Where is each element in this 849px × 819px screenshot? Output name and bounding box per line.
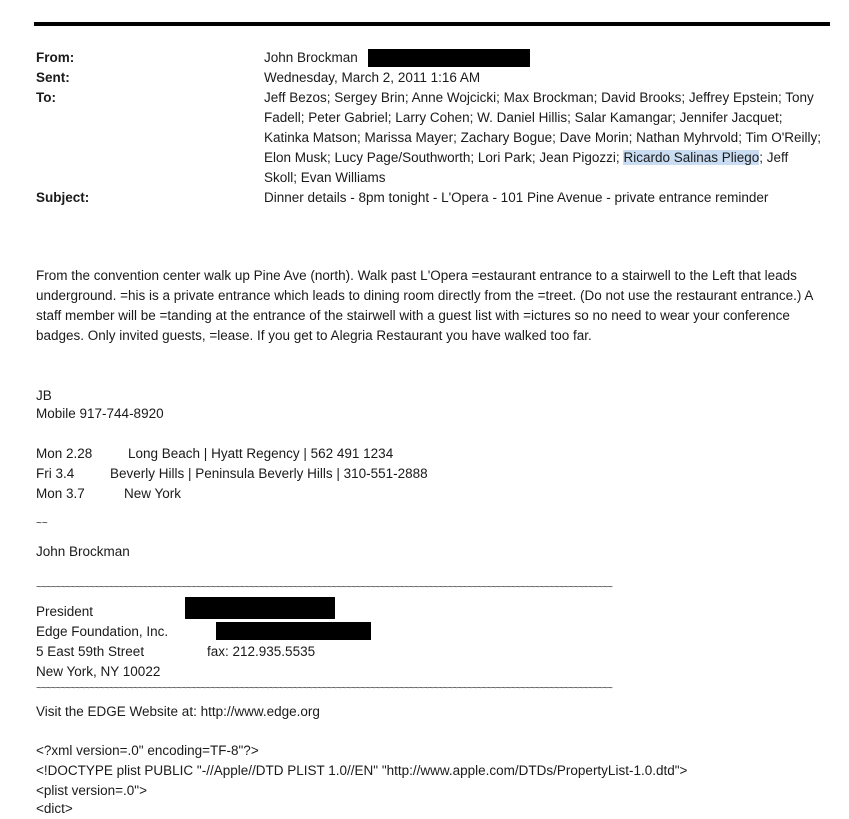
redaction-box [185,597,335,619]
from-label: From: [36,50,75,65]
schedule-day: Mon 3.7 [36,486,85,501]
redaction-box [368,49,530,67]
short-tilde: ~~ [36,518,48,529]
website-line: Visit the EDGE Website at: http://www.edge.org [36,704,320,719]
schedule-detail: Long Beach | Hyatt Regency | 562 491 1234 [128,446,394,461]
schedule-day: Fri 3.4 [36,466,75,481]
recipients-list: Jeff Bezos; Sergey Brin; Anne Wojcicki; Max Brockman; David Brooks; Jeffrey Epstein; Tony Fadell; Peter Gabriel; Larry Cohen; W. Daniel Hillis; Salar Kamangar; Jennifer Jacquet; Katinka Matson; Marissa Mayer; Zachary Bogue; Dave Morin; Nathan Myhrvold; Tim O'Reilly; Elon Musk; Lucy Page/Southworth; Lori Park; Jean Pigozzi; [264,90,822,165]
sender-name: John Brockman [264,50,358,65]
initials: JB [36,388,52,403]
to-value [264,88,824,188]
to-label: To: [36,90,56,105]
sent-label: Sent: [36,70,70,85]
signature-org: Edge Foundation, Inc. [36,624,169,639]
xml-line: <!DOCTYPE plist PUBLIC "-//Apple//DTD PLIST 1.0//EN" "http://www.apple.com/DTDs/PropertyList-1.0.dtd"> [36,763,688,778]
signature-fax: fax: 212.935.5535 [207,644,316,659]
schedule-detail: New York [124,486,182,501]
body-paragraph: From the convention center walk up Pine Ave (north). Walk past L'Opera =estaurant entrance to a stairwell to the Left that leads underground. =his is a private entrance which leads to dining room directly from the =treet. (Do not use the restaurant entrance.) A staff member will be =tanding at the entrance of the stairwell with a guest list with =ictures so no need to wear your conference badges. Only invited guests, =lease. If you get to Alegria Restaurant you have walked too far. [36,268,813,343]
highlighted-recipient: Ricardo Salinas Pliego [623,150,760,165]
sent-value: Wednesday, March 2, 2011 1:16 AM [264,70,481,85]
redaction-box [216,622,371,640]
signature-city: New York, NY 10022 [36,664,161,679]
signature-title: President [36,604,94,619]
from-value [264,48,824,68]
schedule-day: Mon 2.28 [36,446,93,461]
xml-line: <dict> [36,801,73,816]
signature-name: John Brockman [36,544,130,559]
recipients-list-end: ; Jeff Skoll; Evan Williams [264,150,789,185]
subject-label: Subject: [36,190,90,205]
schedule-detail: Beverly Hills | Peninsula Beverly Hills | 310-551-2888 [110,466,428,481]
xml-line: <?xml version=.0" encoding=TF-8"?> [36,743,259,758]
xml-line: <plist version=.0"> [36,783,147,798]
top-rule [34,22,830,26]
mobile-number: Mobile 917-744-8920 [36,406,164,421]
tilde-divider: ~~~~~~~~~~~~~~~~~~~~~~~~~~~~~~~~~~~~~~~~~~~~~~~~~~~~~~~~~~~~~~~~~~~~~~~~~~~~~~~~~~~~~~~~~~~~~~~~~~~~~~~~~~~~~~~~~~~~~~~ [36,582,612,593]
signature-address: 5 East 59th Street [36,644,145,659]
subject-value: Dinner details - 8pm tonight - L'Opera - 101 Pine Avenue - private entrance reminder [264,190,769,205]
tilde-divider: ~~~~~~~~~~~~~~~~~~~~~~~~~~~~~~~~~~~~~~~~~~~~~~~~~~~~~~~~~~~~~~~~~~~~~~~~~~~~~~~~~~~~~~~~~~~~~~~~~~~~~~~~~~~~~~~~~~~~~~~ [36,683,612,694]
